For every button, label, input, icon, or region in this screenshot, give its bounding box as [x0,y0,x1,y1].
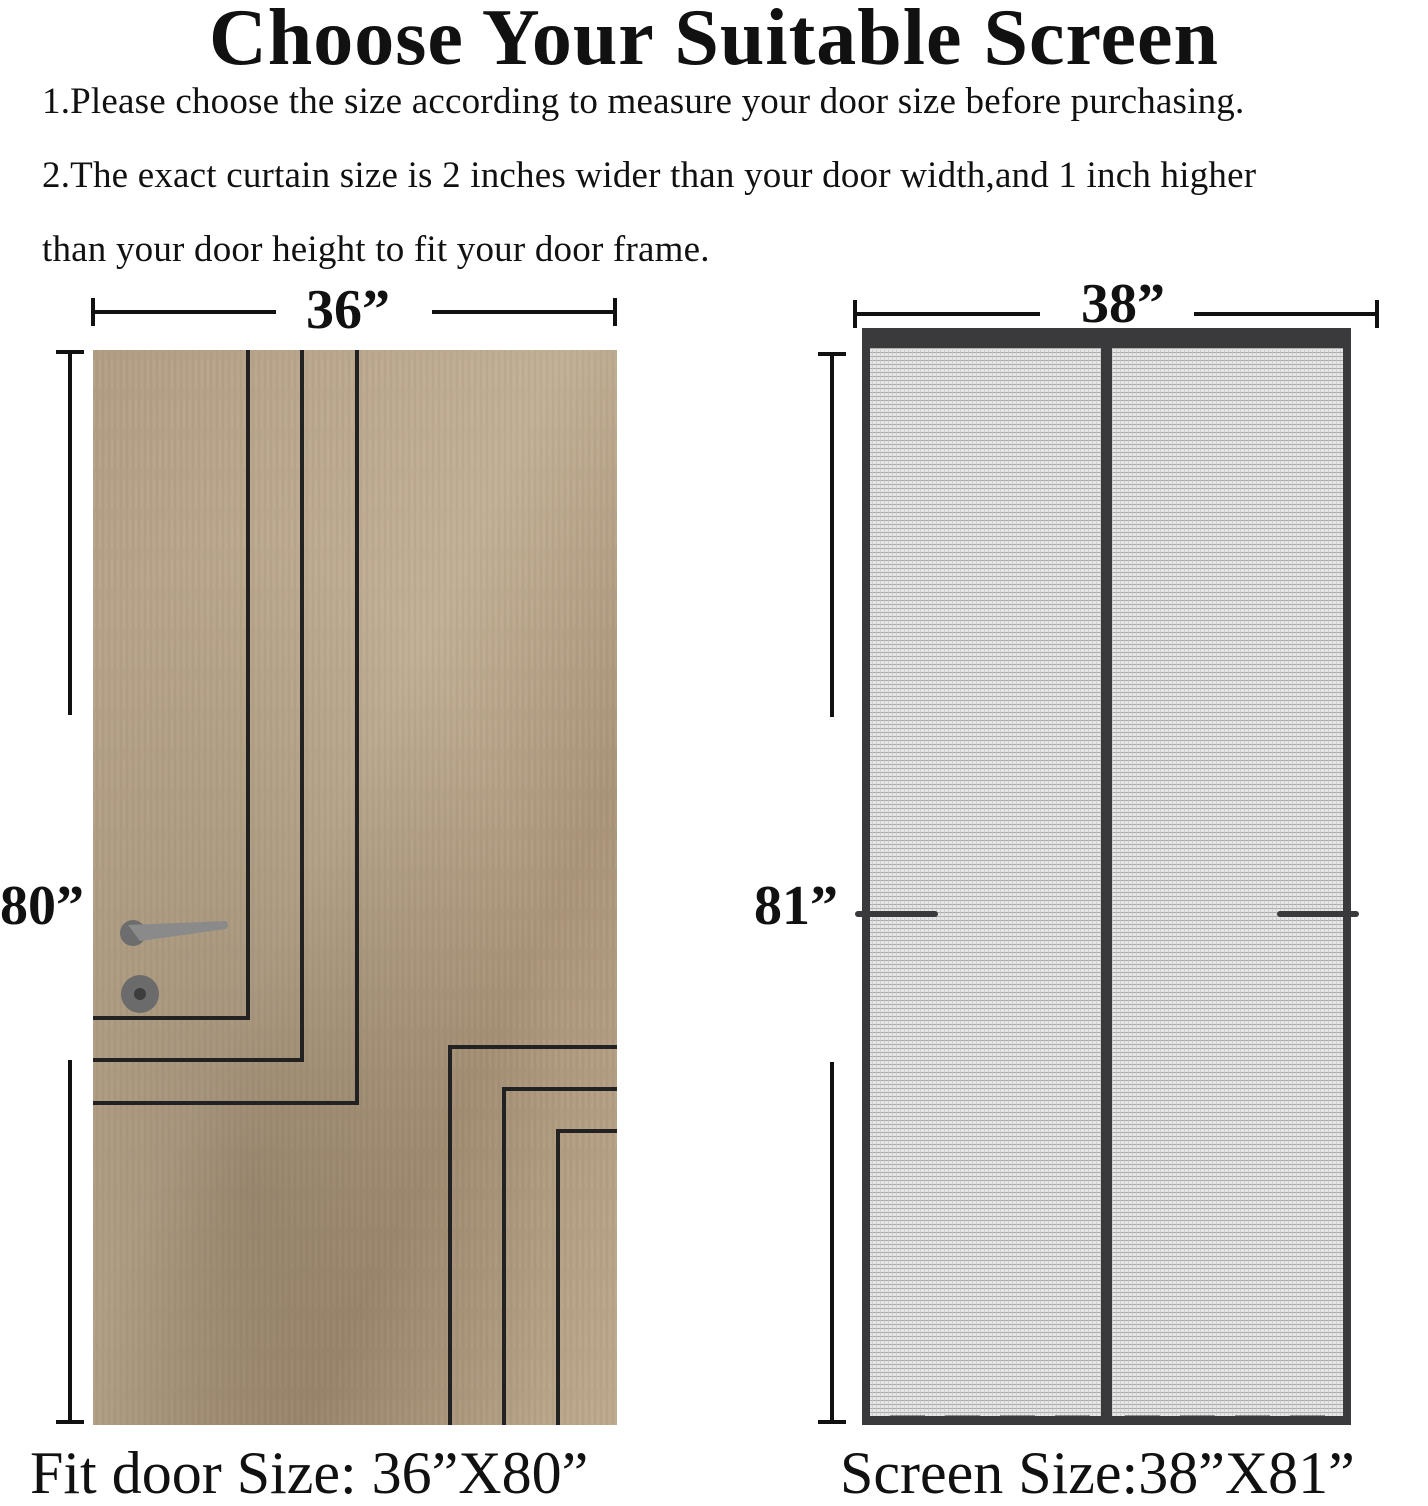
screen-illustration [858,328,1356,1425]
screen-width-label: 38” [1081,273,1165,335]
door-height-label: 80” [0,875,84,937]
door-caption: Fit door Size: 36”X80” [30,1440,589,1506]
instruction-1: 1.Please choose the size according to measure your door size before purchasing. [42,81,1245,122]
door-illustration [93,350,617,1425]
screen-height-label: 81” [754,875,838,937]
screen-caption: Screen Size:38”X81” [840,1440,1355,1506]
instruction-3: than your door height to fit your door frame. [42,229,710,270]
instruction-2: 2.The exact curtain size is 2 inches wider than your door width,and 1 inch higher [42,155,1257,196]
door-width-label: 36” [306,279,390,341]
page-title: Choose Your Suitable Screen [208,0,1220,82]
door-lock-icon [121,975,159,1013]
